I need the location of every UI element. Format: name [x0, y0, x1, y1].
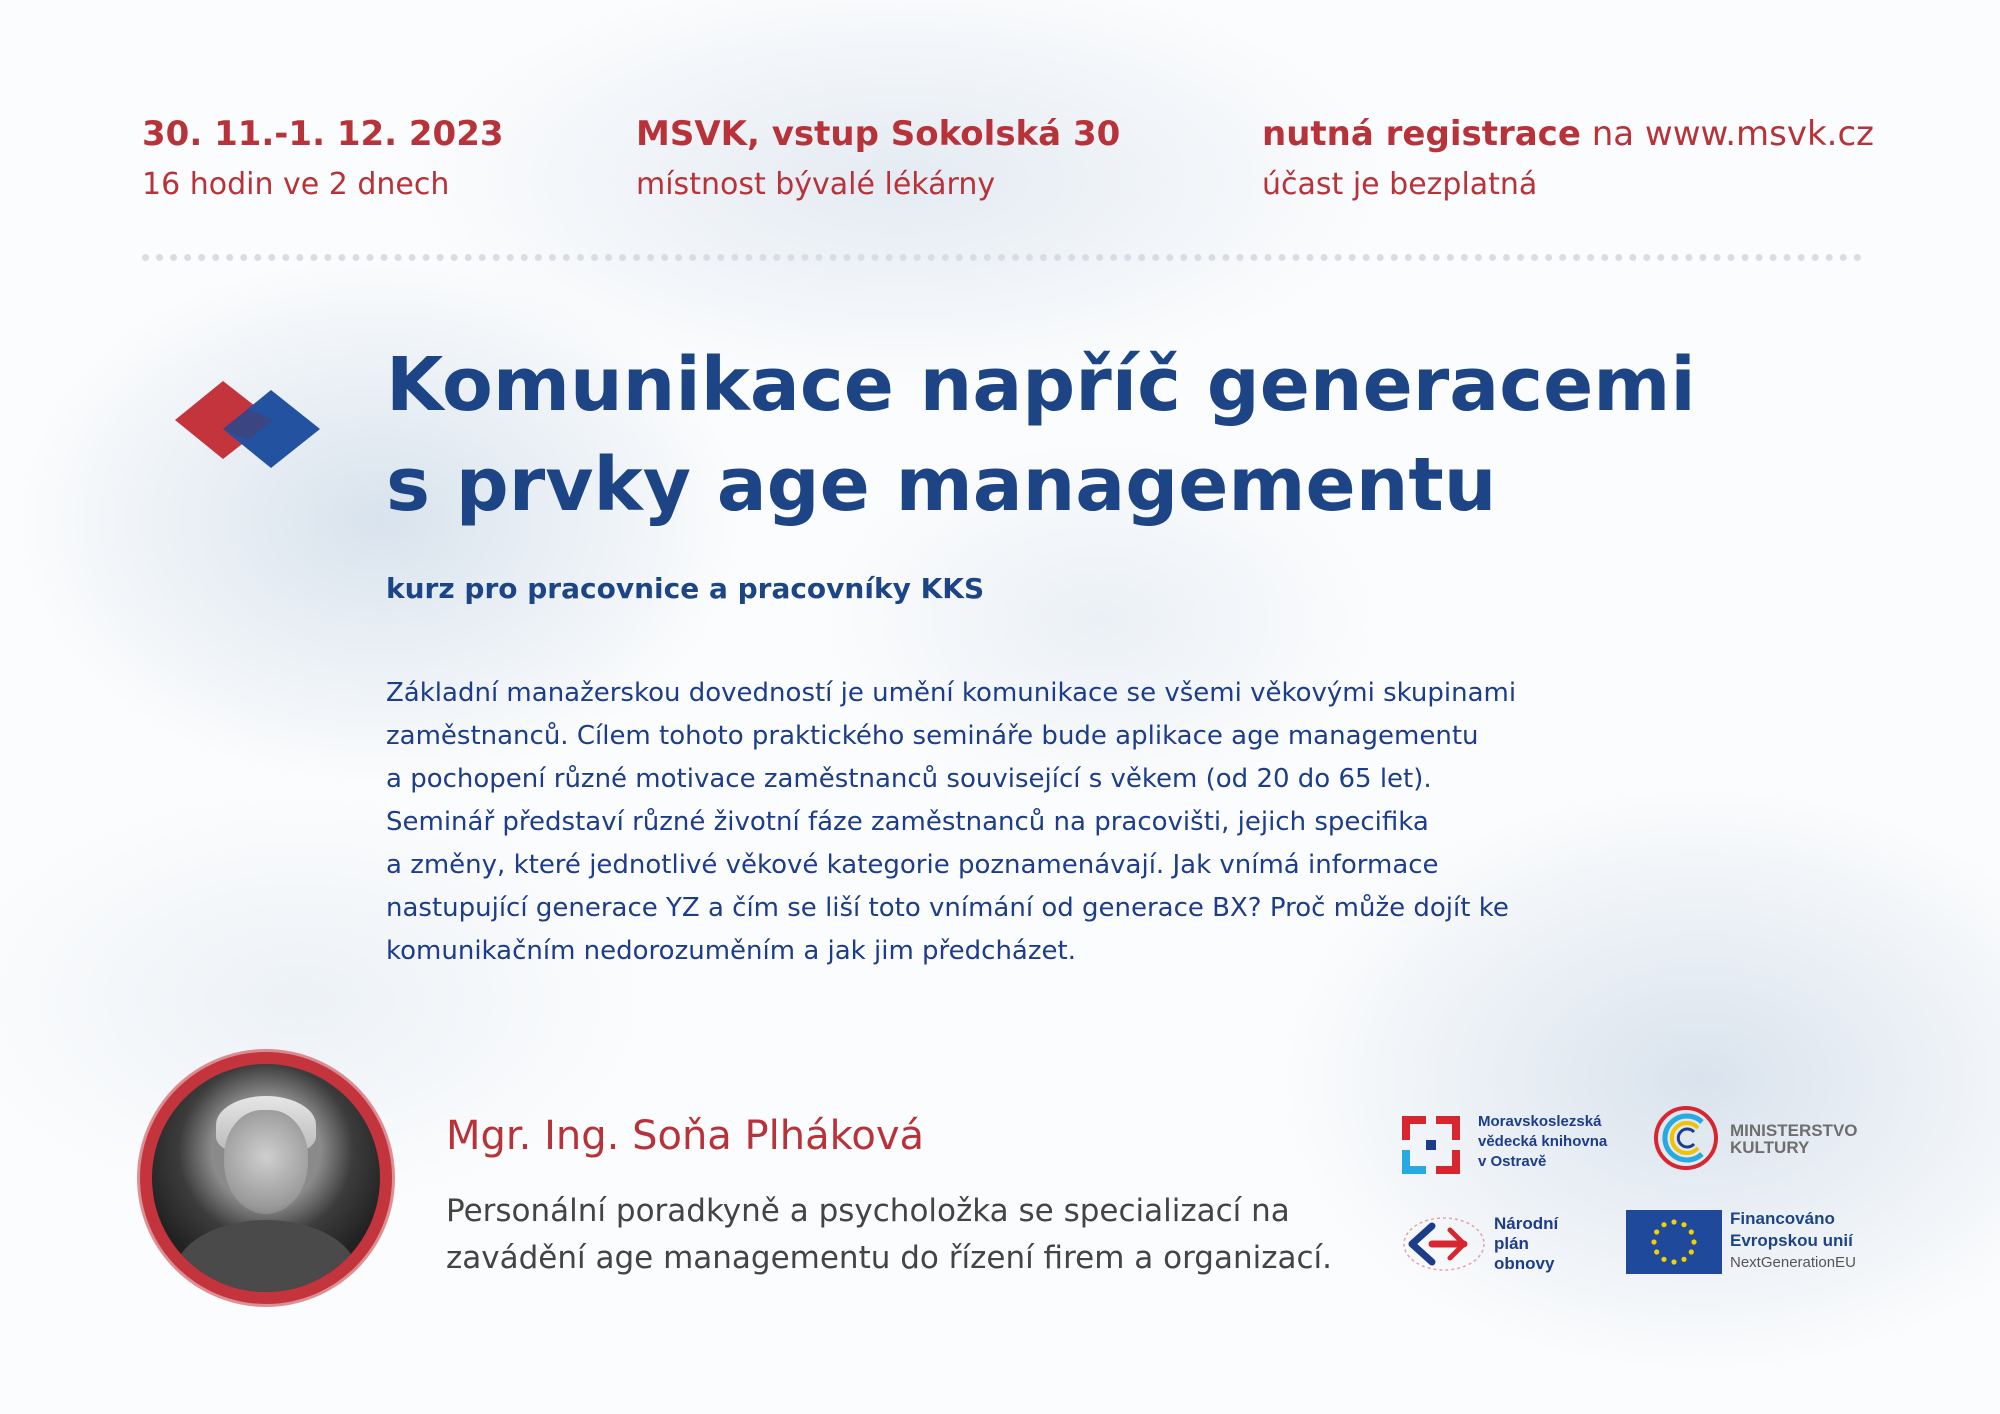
speaker-desc-line: zavádění age managementu do řízení firem a organizací. — [446, 1240, 1332, 1276]
eu-logo — [1626, 1208, 1886, 1280]
npo-line: plán — [1494, 1234, 1529, 1253]
description-line: a pochopení různé motivace zaměstnanců související s věkem (od 20 do 65 let). — [386, 764, 1432, 794]
description-line: Základní manažerskou dovedností je umění komunikace se všemi věkovými skupinami — [386, 678, 1517, 708]
msvk-logo-icon — [1398, 1112, 1464, 1178]
eu-line: Financováno — [1730, 1209, 1835, 1228]
course-description — [386, 672, 1696, 973]
course-subtitle: kurz pro pracovnice a pracovníky KKS — [386, 572, 985, 605]
event-room: místnost bývalé lékárny — [636, 167, 996, 202]
event-duration: 16 hodin ve 2 dnech — [142, 167, 450, 202]
description-line: Seminář představí různé životní fáze zaměstnanců na pracovišti, jejich specifika — [386, 807, 1429, 837]
description-line: komunikačním nedorozuměním a jak jim předcházet. — [386, 936, 1076, 966]
title-line-2: s prvky age managementu — [386, 442, 1497, 528]
dotted-divider — [142, 254, 1862, 261]
mk-line: KULTURY — [1730, 1138, 1810, 1157]
speaker-photo — [140, 1052, 392, 1304]
eu-line: NextGenerationEU — [1730, 1254, 1856, 1271]
msvk-line: vědecká knihovna — [1478, 1133, 1608, 1150]
speaker-portrait — [152, 1064, 380, 1292]
registration-required: nutná registrace — [1262, 114, 1581, 154]
event-date: 30. 11.-1. 12. 2023 — [142, 114, 504, 154]
description-line: zaměstnanců. Cílem tohoto praktického semináře bude aplikace age managementu — [386, 721, 1479, 751]
mk-logo — [1652, 1104, 1882, 1174]
description-line: nastupující generace YZ a čím se liší toto vnímání od generace BX? Proč může dojít ke — [386, 893, 1509, 923]
msvk-line: Moravskoslezská — [1478, 1113, 1602, 1130]
diamond-logo-icon — [175, 375, 325, 475]
speaker-desc-line: Personální poradkyně a psycholožka se specializací na — [446, 1193, 1290, 1229]
npo-line: Národní — [1494, 1214, 1559, 1233]
mk-logo-icon — [1652, 1104, 1720, 1172]
event-fee: účast je bezplatná — [1262, 167, 1538, 202]
description-line: a změny, které jednotlivé věkové kategorie poznamenávají. Jak vnímá informace — [386, 850, 1439, 880]
place-block — [636, 112, 1120, 206]
speaker-description — [446, 1188, 1332, 1282]
msvk-logo — [1398, 1112, 1638, 1178]
msvk-line: v Ostravě — [1478, 1153, 1547, 1170]
page-title — [386, 335, 1786, 535]
npo-logo-icon — [1402, 1214, 1488, 1274]
eu-line: Evropskou unií — [1730, 1231, 1853, 1250]
registration-block — [1262, 112, 1874, 206]
npo-line: obnovy — [1494, 1254, 1555, 1273]
mk-line: MINISTERSTVO — [1730, 1121, 1858, 1140]
npo-logo — [1402, 1212, 1602, 1276]
title-line-1: Komunikace napříč generacemi — [386, 342, 1696, 428]
registration-url[interactable]: na www.msvk.cz — [1580, 114, 1874, 154]
speaker-name: Mgr. Ing. Soňa Plháková — [446, 1113, 925, 1159]
event-place: MSVK, vstup Sokolská 30 — [636, 114, 1121, 154]
registration-line — [1262, 112, 1874, 156]
date-block — [142, 112, 504, 206]
eu-flag-icon — [1626, 1210, 1722, 1274]
